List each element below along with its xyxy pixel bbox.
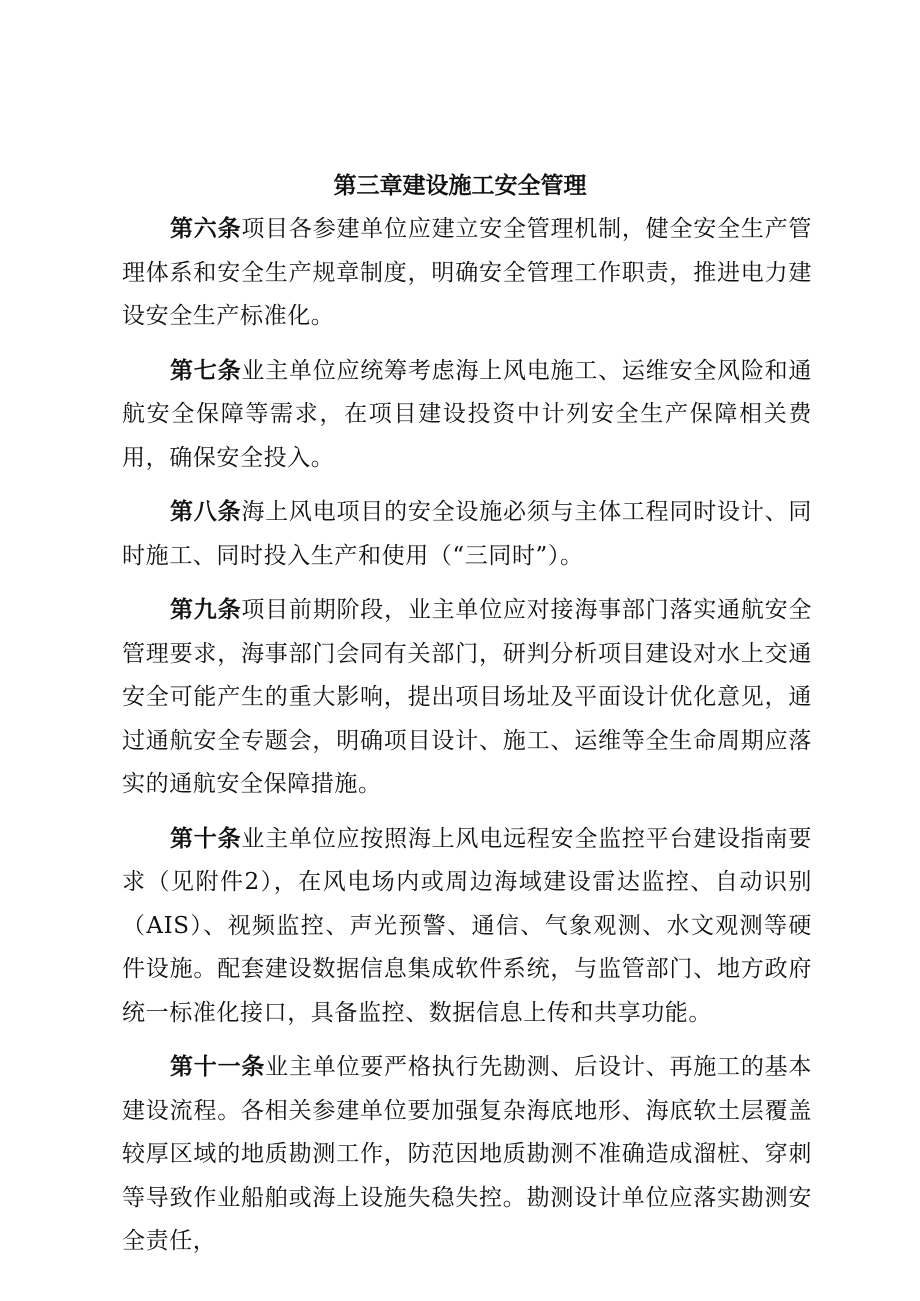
article-8	[122, 490, 812, 578]
article-label: 第九条	[170, 596, 242, 623]
article-label: 第七条	[170, 356, 242, 384]
article-text: 业主单位要严格执行先勘测、后设计、再施工的基本建设流程。各相关参建单位要加强复杂海底地形、海底软土层覆盖较厚区域的地质勘测工作，防范因地质勘测不准确造成溜桩、穿刺等导致作业船舶或海上设施失稳失控。勘测设计单位应落实勘测安全责任，	[122, 1054, 812, 1254]
article-7	[122, 349, 812, 481]
document-body	[122, 207, 812, 1274]
article-text: 业主单位应按照海上风电远程安全监控平台建设指南要求（见附件2），在风电场内或周边海域建设雷达监控、自动识别（AIS）、视频监控、声光预警、通信、气象观测、水文观测等硬件设施。配套建设数据信息集成软件系统，与监管部门、地方政府统一标准化接口，具备监控、数据信息上传和共享功能。	[122, 825, 812, 1026]
article-label: 第八条	[170, 498, 242, 525]
article-label: 第十条	[170, 824, 242, 852]
article-text: 项目各参建单位应建立安全管理机制，健全安全生产管理体系和安全生产规章制度，明确安全管理工作职责，推进电力建设安全生产标准化。	[122, 216, 812, 329]
article-text: 海上风电项目的安全设施必须与主体工程同时设计、同时施工、同时投入生产和使用（“三同时”）。	[122, 499, 812, 569]
article-text: 业主单位应统筹考虑海上风电施工、运维安全风险和通航安全保障等需求，在项目建设投资中计列安全生产保障相关费用，确保安全投入。	[122, 357, 812, 471]
article-9	[122, 588, 812, 807]
article-label: 第六条	[170, 215, 242, 242]
article-6	[122, 207, 812, 339]
article-10	[122, 817, 812, 1036]
chapter-title: 第三章建设施工安全管理	[333, 172, 587, 199]
article-text: 项目前期阶段，业主单位应对接海事部门落实通航安全管理要求，海事部门会同有关部门，研判分析项目建设对水上交通安全可能产生的重大影响，提出项目场址及平面设计优化意见，通过通航安全专题会，明确项目设计、施工、运维等全生命周期应落实的通航安全保障措施。	[122, 597, 812, 797]
article-11	[122, 1045, 812, 1264]
article-label: 第十一条	[170, 1053, 266, 1080]
